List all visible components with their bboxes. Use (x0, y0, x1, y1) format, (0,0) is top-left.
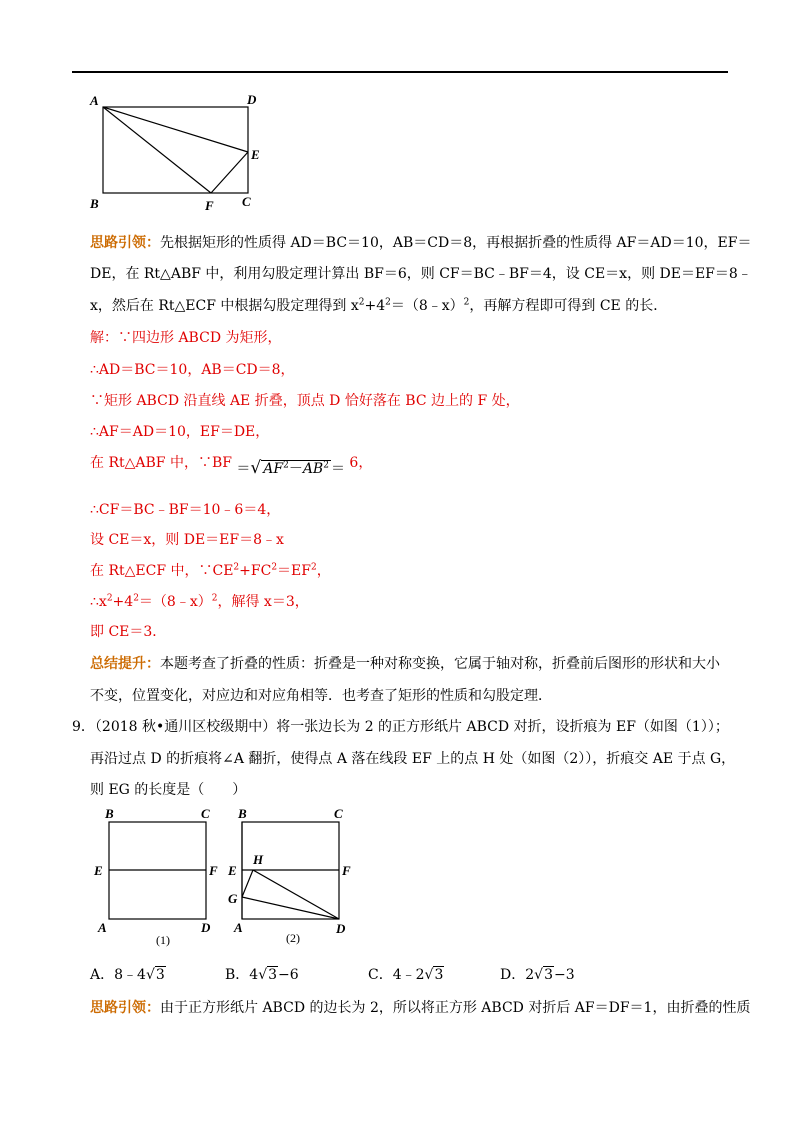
solution-line5: 在 Rt△ABF 中，∵BF ＝√ $AF^2-AB^2 = 6$， (90, 455, 373, 478)
fig1-label-B: B (105, 806, 114, 821)
solution-line9: $\therefore x^2+4^2=(8﹣x)^2$，解得 x＝3， (90, 593, 309, 610)
option-d[interactable]: D．2√3−3 (500, 967, 575, 983)
solution-line3: ∵矩形 ABCD 沿直线 AE 折叠，顶点 D 恰好落在 BC 边上的 F 处， (90, 393, 520, 409)
option-a[interactable]: A．8﹣4√3 (90, 967, 165, 983)
hint1-line2: DE，在 Rt△ABF 中，利用勾股定理计算出 BF＝6，则 CF＝BC﹣BF＝4，设 CE＝x，则 DE＝EF＝8﹣ (90, 266, 752, 282)
option-c[interactable]: C．4﹣2√3 (368, 967, 444, 983)
label-D: D (247, 92, 257, 107)
fig2-label-B: B (238, 806, 247, 821)
fig2-label-G: G (228, 891, 238, 906)
q9-line1: 9．（2018 秋•通川区校级期中）将一张边长为 2 的正方形纸片 ABCD 对折，设折痕为 EF（如图（1））； (72, 719, 729, 735)
fig2-label-D: D (336, 921, 346, 936)
hint1-line3: x，然后在 Rt△ECF 中根据勾股定理得到 $x^2+4^2=(8﹣x)^2$，再解方程即可得到 CE 的长． (90, 297, 668, 314)
fig1-label-A: A (98, 920, 107, 935)
fig2-label-C: C (334, 806, 343, 821)
solution-line4: ∴AF＝AD＝10，EF＝DE， (90, 424, 270, 440)
option-b[interactable]: B．4√3−6 (225, 967, 299, 983)
summary-line1: 总结提升：本题考查了折叠的性质：折叠是一种对称变换，它属于轴对称，折叠前后图形的形状和大小 (90, 656, 720, 672)
summary-line2: 不变，位置变化，对应边和对应角相等．也考查了矩形的性质和勾股定理． (90, 688, 552, 704)
header-rule (72, 71, 728, 73)
fig2-label-E: E (228, 863, 237, 878)
fig2-label-H: H (253, 852, 264, 867)
label-B: B (90, 196, 99, 211)
solution-line6: ∴CF＝BC﹣BF＝10﹣6＝4， (90, 502, 281, 518)
fig2-label-A: A (234, 920, 243, 935)
fig1-label-F: F (209, 863, 218, 878)
q9-line2: 再沿过点 D 的折痕将∠A 翻折，使得点 A 落在线段 EF 上的点 H 处（如图（2）），折痕交 AE 于点 G， (90, 751, 736, 767)
solution-line7: 设 CE＝x，则 DE＝EF＝8﹣x (90, 532, 284, 548)
fig1-label-D: D (201, 920, 211, 935)
hint1-line1: 思路引领：先根据矩形的性质得 AD＝BC＝10，AB＝CD＝8，再根据折叠的性质得 AF＝AD＝10，EF＝ (90, 235, 752, 251)
q9-line3: 则 EG 的长度是（ ） (90, 782, 247, 798)
fig1-caption: (1) (156, 933, 170, 947)
rectangle-fold-figure (84, 90, 274, 212)
label-C: C (242, 194, 251, 209)
fig1-label-E: E (94, 863, 103, 878)
fig1-label-C: C (201, 806, 210, 821)
label-A: A (90, 93, 99, 108)
label-F: F (205, 198, 214, 212)
hint2-line1: 思路引领：由于正方形纸片 ABCD 的边长为 2，所以将正方形 ABCD 对折后 AF＝DF＝1，由折叠的性质 (90, 1000, 751, 1016)
solution-line1: 解：∵四边形 ABCD 为矩形， (90, 330, 282, 346)
label-E: E (251, 147, 260, 162)
fig2-label-F: F (342, 863, 351, 878)
solution-line8: 在 Rt△ECF 中，$\because CE^2+FC^2=EF^2$， (90, 562, 331, 579)
square-fold-figures (88, 802, 368, 952)
fig2-caption: (2) (286, 931, 300, 945)
solution-line2: ∴AD＝BC＝10，AB＝CD＝8， (90, 362, 295, 378)
solution-line10: 即 CE＝3． (90, 624, 167, 640)
